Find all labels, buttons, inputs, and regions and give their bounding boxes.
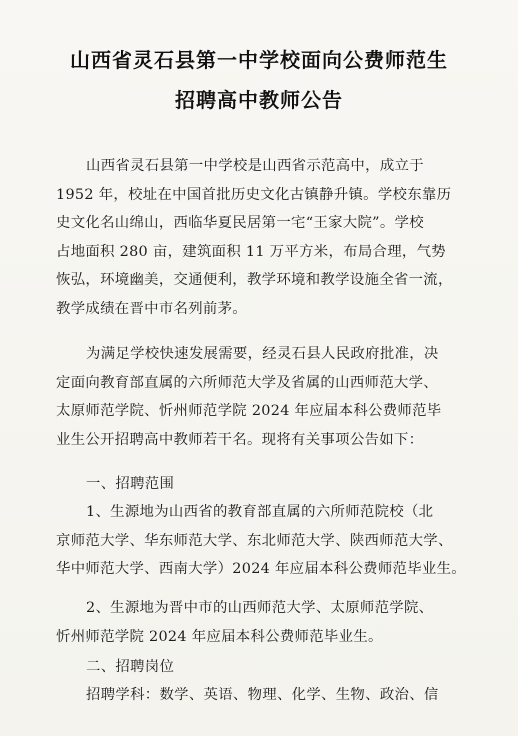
announcement-title-line-2: 招聘高中教师公告 — [175, 88, 343, 112]
text-line: 占地面积 280 亩，建筑面积 11 万平方米，布局合理，气势 — [56, 243, 446, 260]
paragraph-positions — [56, 681, 476, 710]
section-heading-recruitment-scope: 一、招聘范围 — [86, 476, 175, 492]
section-heading-recruitment-positions: 二、招聘岗位 — [86, 659, 175, 675]
text-line: 恢弘，环境幽美，交通便利，教学环境和教学设施全省一流， — [56, 272, 453, 288]
text-line: 太原师范学院、忻州师范学院 2024 年应届本科公费师范毕 — [56, 403, 442, 419]
text-line: 业生公开招聘高中教师若干名。现将有关事项公告如下： — [56, 431, 424, 448]
text-line: 定面向教育部直属的六所师范大学及省属的山西师范大学、 — [56, 374, 438, 391]
text-line: 忻州师范学院 2024 年应届本科公费师范毕业生。 — [56, 628, 383, 645]
text-line: 山西省灵石县第一中学校是山西省示范高中，成立于 — [86, 158, 424, 174]
text-line: 史文化名山绵山，西临华夏民居第一宅“王家大院”。学校 — [56, 215, 424, 231]
text-line: 2、生源地为晋中市的山西师范大学、太原师范学院、 — [86, 600, 434, 616]
text-line: 1、生源地为山西省的教育部直属的六所师范院校（北 — [86, 504, 434, 520]
paragraph-scope-item-2 — [56, 594, 476, 651]
announcement-title-line-1: 山西省灵石县第一中学校面向公费师范生 — [70, 48, 448, 72]
text-line: 教学成绩在晋中市名列前茅。 — [56, 300, 247, 317]
text-line: 为满足学校快速发展需要，经灵石县人民政府批准，决 — [86, 346, 439, 362]
paragraph-school-intro — [56, 152, 476, 323]
text-line: 华中师范大学、西南大学）2024 年应届本科公费师范毕业生。 — [56, 561, 466, 577]
paragraph-scope-item-1 — [56, 498, 476, 584]
text-line: 招聘学科：数学、英语、物理、化学、生物、政治、信 — [86, 687, 439, 703]
paragraph-recruitment-purpose — [56, 340, 476, 454]
text-line: 1952 年，校址在中国首批历史文化古镇静升镇。学校东靠历 — [56, 186, 452, 203]
text-line: 京师范大学、华东师范大学、东北师范大学、陕西师范大学、 — [56, 532, 453, 549]
